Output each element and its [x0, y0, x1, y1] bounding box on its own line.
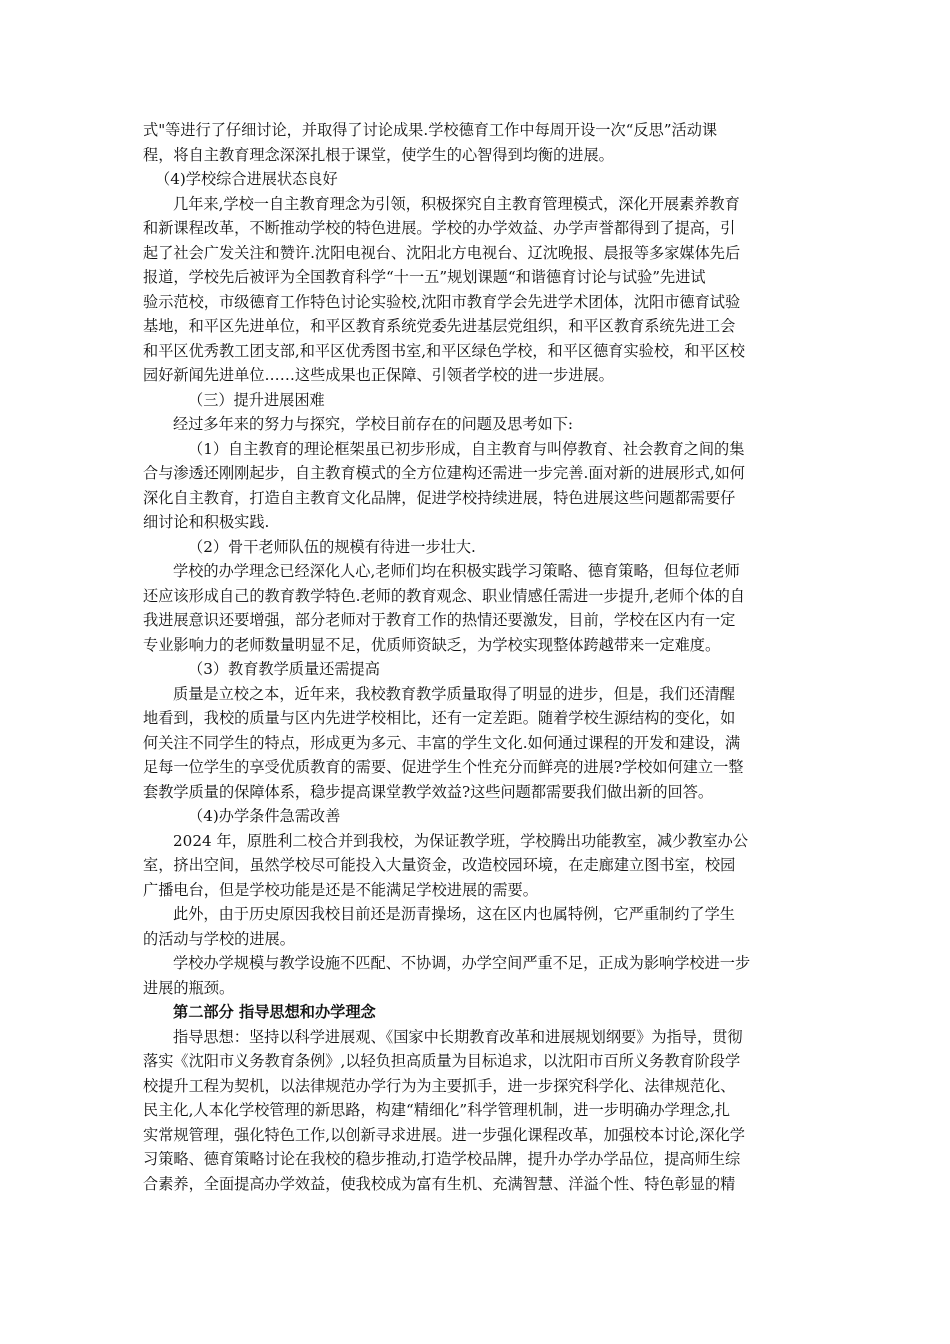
text-line: 还应该形成自己的教育教学特色.老师的教育观念、职业情感任需进一步提升,老师个体的自	[143, 586, 745, 605]
text-line: 习策略、德育策略讨论在我校的稳步推动,打造学校品牌，提升办学办学品位，提高师生综	[143, 1150, 741, 1168]
text-line: 程，将自主教育理念深深扎根于课堂，使学生的心智得到均衡的进展。	[143, 145, 614, 164]
text-line: 实常规管理，强化特色工作,以创新寻求进展。进一步强化课程改革，加强校本讨论,深化学	[143, 1125, 745, 1144]
text-line: 式"等进行了仔细讨论，并取得了讨论成果.学校德育工作中每周开设一次“反思”活动课	[143, 121, 718, 139]
text-line: 深化自主教育，打造自主教育文化品牌，促进学校持续进展，特色进展这些问题都需要仔	[143, 488, 736, 507]
text-line: 学校办学规模与教学设施不匹配、不协调，办学空间严重不足，正成为影响学校进一步	[173, 954, 751, 972]
text-line: 和平区优秀教工团支部,和平区优秀图书室,和平区绿色学校，和平区德育实验校，和平区校	[143, 341, 745, 360]
text-line: 基地，和平区先进单位，和平区教育系统党委先进基层党组织，和平区教育系统先进工会	[143, 317, 736, 335]
text-line: 几年来,学校一自主教育理念为引领，积极探究自主教育管理模式，深化开展素养教育	[173, 194, 740, 213]
text-line: 验示范校，市级德育工作特色讨论实验校,沈阳市教育学会先进学术团体，沈阳市德育试验	[143, 292, 741, 311]
document-body	[143, 118, 809, 1196]
text-line: 合素养，全面提高办学效益，使我校成为富有生机、充满智慧、洋溢个性、特色彰显的精	[143, 1174, 736, 1193]
text-line: 此外，由于历史原因我校目前还是沥青操场，这在区内也属特例，它严重制约了学生	[173, 905, 735, 923]
text-line: 足每一位学生的享受优质教育的需要、促进学生个性充分而鲜亮的进展?学校如何建立一整	[143, 758, 744, 776]
text-line: 质量是立校之本，近年来，我校教育教学质量取得了明显的进步，但是，我们还清醒	[173, 684, 735, 703]
text-line: 报道，学校先后被评为全国教育科学“十一五”规划课题“和谐德育讨论与试验”先进试	[143, 268, 706, 286]
text-line: （1）自主教育的理论框架虽已初步形成，自主教育与叫停教育、社会教育之间的集	[188, 439, 745, 458]
text-line: 的活动与学校的进展。	[143, 929, 295, 948]
text-line: 我进展意识还要增强，部分老师对于教育工作的热情还要激发，目前，学校在区内有一定	[143, 611, 736, 629]
text-line: 专业影响力的老师数量明显不足，优质师资缺乏，为学校实现整体跨越带来一定难度。	[143, 635, 721, 654]
text-line: 园好新闻先进单位……这些成果也正保障、引领者学校的进一步进展。	[143, 366, 614, 384]
section-heading: （4)学校综合进展状态良好	[155, 170, 338, 188]
text-line: 校提升工程为契机，以法律规范办学行为为主要抓手，进一步探究科学化、法律规范化、	[143, 1076, 736, 1095]
section-heading: （3）教育教学质量还需提高	[188, 660, 380, 678]
text-line: 和新课程改革，不断推动学校的特色进展。学校的办学效益、办学声誉都得到了提高，引	[143, 219, 736, 237]
text-line: 起了社会广发关注和赞许.沈阳电视台、沈阳北方电视台、辽沈晚报、晨报等多家媒体先后	[143, 243, 741, 262]
text-line: 广播电台，但是学校功能是还是不能满足学校进展的需要。	[143, 880, 538, 899]
text-line: 落实《沈阳市义务教育条例》,以轻负担高质量为目标追求，以沈阳市百所义务教育阶段学	[143, 1052, 741, 1070]
section-heading: （三）提升进展困难	[188, 390, 325, 409]
text-line: 经过多年来的努力与探究，学校目前存在的问题及思考如下:	[173, 415, 573, 433]
text-line: 民主化,人本化学校管理的新思路，构建“精细化”科学管理机制，进一步明确办学理念,扎	[143, 1101, 731, 1119]
section-heading: （4)办学条件急需改善	[188, 807, 341, 825]
text-line: 指导思想：坚持以科学进展观、《国家中长期教育改革和进展规划纲要》为指导，贯彻	[173, 1027, 743, 1046]
text-line: 套教学质量的保障体系，稳步提高课堂教学效益?这些问题都需要我们做出新的回答。	[143, 782, 714, 801]
part-heading: 第二部分 指导思想和办学理念	[173, 1003, 376, 1021]
text-line: 学校的办学理念已经深化人心,老师们均在积极实践学习策略、德育策略，但每位老师	[173, 562, 740, 580]
text-line: 室，挤出空间，虽然学校尽可能投入大量资金，改造校园环境，在走廊建立图书室，校园	[143, 856, 736, 874]
text-line: 2024 年，原胜利二校合并到我校，为保证教学班，学校腾出功能教室，减少教室办公	[173, 831, 749, 850]
text-line: 何关注不同学生的特点，形成更为多元、丰富的学生文化.如何通过课程的开发和建设，满	[143, 733, 741, 752]
text-line: 进展的瓶颈。	[143, 978, 235, 997]
text-line: 地看到，我校的质量与区内先进学校相比，还有一定差距。随着学校生源结构的变化，如	[143, 709, 736, 727]
text-line: 细讨论和积极实践.	[143, 513, 270, 531]
text-line: 合与渗透还刚刚起步，自主教育模式的全方位建构还需进一步完善.面对新的进展形式,如何	[143, 464, 745, 482]
section-heading: （2）骨干老师队伍的规模有待进一步壮大.	[188, 537, 476, 556]
